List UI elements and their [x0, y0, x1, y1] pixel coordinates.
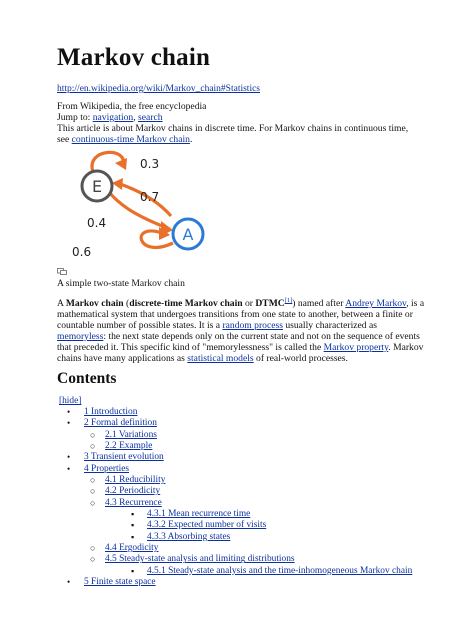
toc-item — [57, 475, 412, 486]
bullet-icon: • — [67, 463, 71, 474]
toc-item — [57, 486, 412, 497]
bullet-icon: • — [67, 577, 71, 588]
intro-text: usually characterized as — [282, 320, 377, 332]
jump-to-label: Jump to: — [57, 112, 93, 123]
toc-link[interactable]: 4.4 Ergodicity — [105, 543, 159, 554]
toc-item — [57, 509, 412, 520]
bullet-icon: ○ — [90, 543, 96, 554]
statistical-models-link[interactable]: statistical models — [187, 353, 254, 365]
intro-bold-term: Markov chain — [65, 298, 124, 310]
toc-link[interactable]: 4.3.3 Absorbing states — [147, 531, 231, 542]
bullet-icon: ▪ — [131, 531, 135, 542]
toc-link[interactable]: 4 Properties — [84, 463, 130, 474]
toc-item — [57, 532, 412, 543]
toc-item — [57, 577, 412, 588]
arrow-a-to-a — [141, 231, 173, 247]
toc-item — [57, 452, 412, 463]
toc-link[interactable]: 4.5 Steady-state analysis and limiting distributions — [105, 554, 295, 565]
bullet-icon: ○ — [90, 429, 96, 440]
intro-paragraph — [57, 295, 425, 364]
intro-bold-term: discrete-time Markov chain — [129, 298, 243, 310]
bullet-icon: ○ — [90, 441, 96, 452]
intro-text: ) named after — [292, 298, 346, 310]
intro-text: : the next state depends only on the current state and not on the sequence of events that preceded it. This specific kind of "memorylessness" is called the — [57, 331, 420, 354]
jump-separator: , — [133, 112, 139, 123]
search-link[interactable]: search — [138, 112, 163, 123]
toc-link[interactable]: 2.1 Variations — [105, 429, 157, 440]
bullet-icon: ▪ — [131, 509, 135, 520]
toc-item — [57, 407, 412, 418]
contents-heading: Contents — [57, 370, 117, 387]
toc-link[interactable]: 5 Finite state space — [84, 577, 156, 588]
toc-item — [57, 464, 412, 475]
toc-link[interactable]: 4.3.2 Expected number of visits — [147, 520, 267, 531]
toc-link[interactable]: 2.2 Example — [105, 441, 153, 452]
bullet-icon: • — [67, 418, 71, 429]
bullet-icon: • — [67, 407, 71, 417]
markov-chain-diagram — [67, 150, 227, 260]
hatnote-see: see — [57, 134, 72, 145]
random-process-link[interactable]: random process — [222, 320, 283, 332]
andrey-markov-link[interactable]: Andrey Markov — [345, 298, 407, 310]
memoryless-link[interactable]: memoryless — [57, 331, 104, 343]
continuous-time-markov-chain-link[interactable]: continuous-time Markov chain — [71, 134, 190, 145]
toc-item — [57, 554, 412, 565]
state-a-label: A — [182, 225, 194, 244]
jump-to-line — [57, 112, 163, 123]
markov-property-link[interactable]: Markov property — [323, 342, 389, 354]
hide-toc-link[interactable]: [hide] — [59, 396, 82, 406]
hatnote-line-2 — [57, 134, 192, 145]
intro-text: or — [242, 298, 256, 310]
bullet-icon: ○ — [90, 554, 96, 565]
page-title: Markov chain — [57, 44, 211, 71]
toc-item — [57, 441, 412, 452]
toc-link[interactable]: 1 Introduction — [84, 407, 138, 417]
toc-link[interactable]: 4.3 Recurrence — [105, 497, 162, 508]
toc-link[interactable]: 4.2 Periodicity — [105, 486, 161, 497]
navigation-link[interactable]: navigation — [92, 112, 134, 123]
bullet-icon: ▪ — [131, 565, 135, 576]
prob-a-a: 0.6 — [72, 245, 92, 259]
toc-link[interactable]: 3 Transient evolution — [84, 452, 164, 463]
table-of-contents — [57, 407, 412, 589]
prob-e-a: 0.7 — [140, 190, 160, 204]
bullet-icon: ○ — [90, 486, 96, 497]
bullet-icon: ○ — [90, 475, 96, 486]
reference-link[interactable]: [1] — [284, 297, 293, 304]
toc-item — [57, 498, 412, 509]
hatnote-line-1: This article is about Markov chains in discrete time. For Markov chains in continuous time, — [57, 123, 409, 134]
prob-a-e: 0.4 — [87, 216, 107, 230]
toc-link[interactable]: 4.3.1 Mean recurrence time — [147, 509, 251, 520]
intro-text: ( — [123, 298, 130, 310]
enlarge-icon[interactable] — [57, 268, 67, 275]
toc-item — [57, 520, 412, 531]
intro-text: , is a mathematical system that undergoes transitions from one state to another, between a finite or countable number of possible states. It is a — [57, 298, 425, 332]
arrowhead-a-to-e — [112, 178, 123, 190]
prob-e-e: 0.3 — [140, 157, 160, 171]
figure-caption: A simple two-state Markov chain — [57, 278, 185, 289]
state-e-label: E — [91, 177, 103, 196]
bullet-icon: ○ — [90, 497, 96, 508]
bullet-icon: • — [67, 452, 71, 463]
toc-link[interactable]: 4.1 Reducibility — [105, 475, 166, 486]
bullet-icon: ▪ — [131, 520, 135, 531]
intro-text: A — [57, 298, 66, 310]
arrowhead-e-to-e — [115, 158, 127, 170]
intro-text: of real-world processes. — [253, 353, 348, 365]
intro-text: . Markov chains have many applications as — [57, 342, 424, 365]
toc-item — [57, 418, 412, 429]
toc-link[interactable]: 2 Formal definition — [84, 418, 157, 429]
toc-item — [57, 430, 412, 441]
toc-link[interactable]: 4.5.1 Steady-state analysis and the time-inhomogeneous Markov chain — [147, 565, 413, 576]
intro-bold-term: DTMC — [255, 298, 285, 310]
toc-item — [57, 543, 412, 554]
tagline: From Wikipedia, the free encyclopedia — [57, 101, 207, 112]
hatnote-period: . — [189, 134, 193, 145]
toc-item — [57, 566, 412, 577]
source-url-link[interactable]: http://en.wikipedia.org/wiki/Markov_chain#Statistics — [57, 84, 260, 94]
